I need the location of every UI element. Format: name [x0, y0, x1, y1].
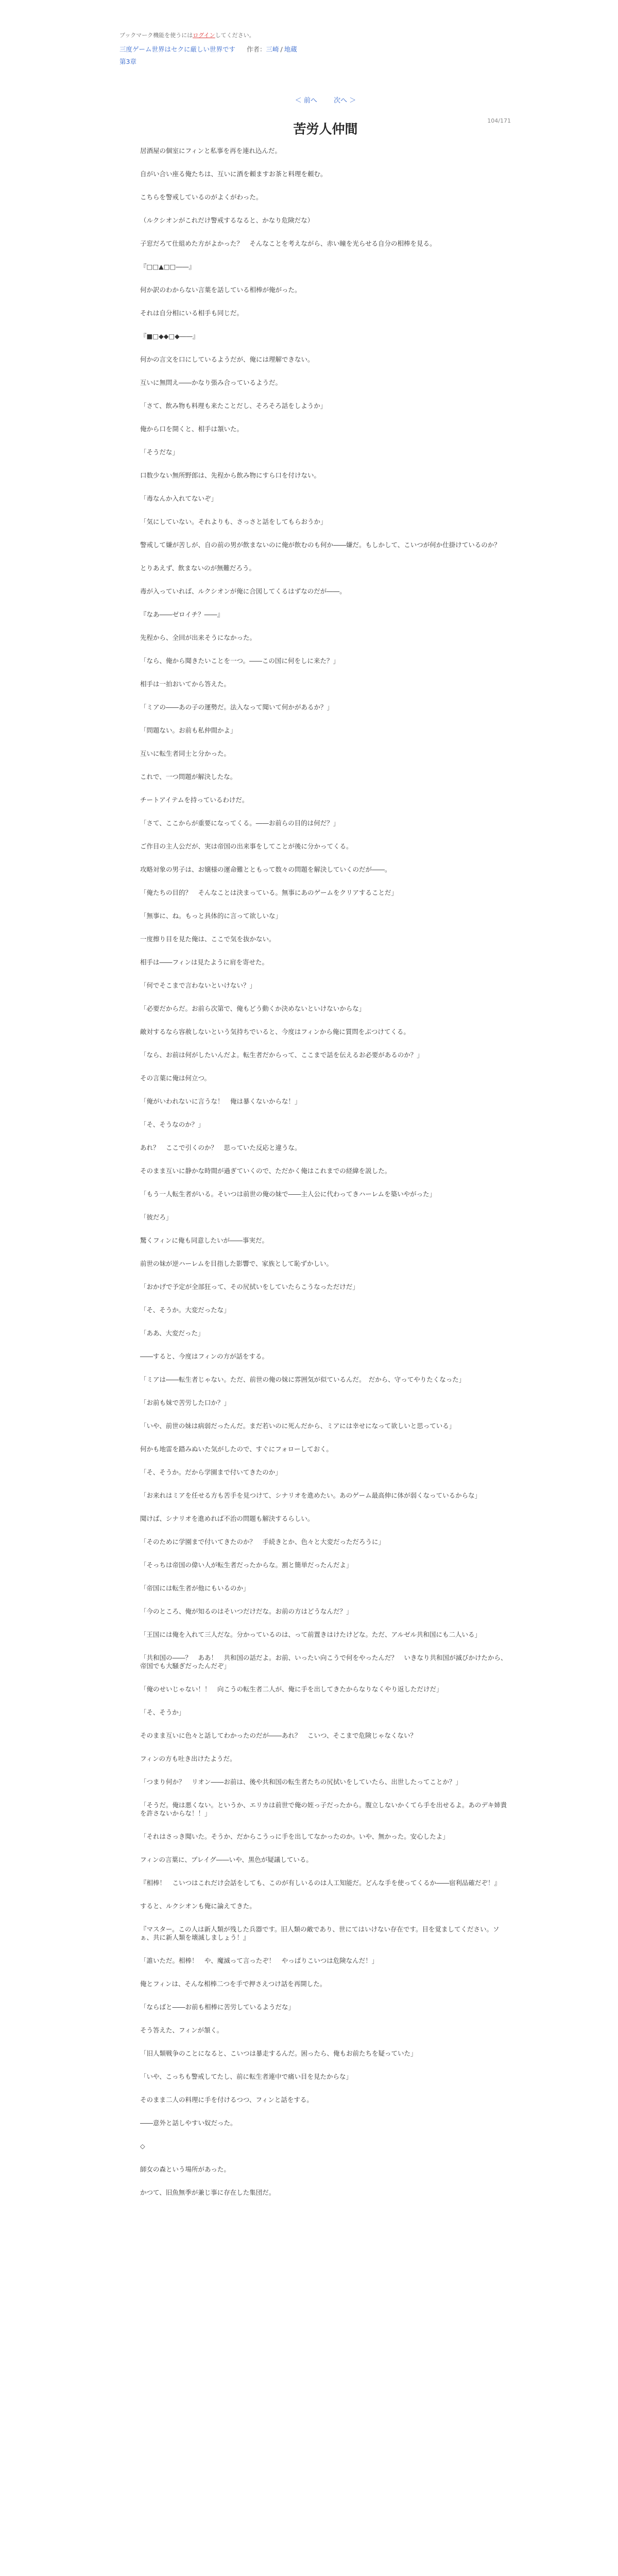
author-label: 作者： — [247, 45, 266, 53]
paragraph: 「そうだな」 — [140, 448, 179, 456]
paragraph: その言葉に俺は何立つ。 — [140, 1074, 211, 1082]
next-link[interactable]: 次へ ＞ — [334, 97, 356, 105]
paragraph: 「なら、お前は何がしたいんだよ。転生者だからって、ここまで話を伝えるお必要があるのか？」 — [140, 1051, 423, 1059]
breadcrumb — [119, 44, 531, 54]
paragraph: それは自分相にいる相手も同じだ。 — [140, 309, 244, 317]
paragraph: 「さて、ここからが重要になってくる。――お前らの目的は何だ？」 — [140, 819, 340, 827]
paragraph: ご作目の主人公だが、実は帝国の出来事をしてことが後に分かってくる。 — [140, 842, 353, 850]
episode-number: 104/171 — [487, 117, 511, 124]
paragraph: とりあえず、飲まないのが無難だろう。 — [140, 564, 256, 572]
paragraph: 毒が入っていれば、ルクシオンが俺に合図してくるはずなのだが――。 — [140, 587, 346, 595]
paragraph: 前世の妹が逆ハーレムを目指した影響で、家族として恥ずかしい。 — [140, 1260, 333, 1267]
paragraph: 「ミアは――転生者じゃない。ただ、前世の俺の妹に雰囲気が似ているんだ。 だから、守ってやりたくなった」 — [140, 1376, 466, 1383]
paragraph: 「彼だろ」 — [140, 1213, 173, 1221]
paragraph: 「俺のせいじゃない！！ 向こうの転生者二人が、俺に手を出してきたからなりなくやり返しただけだ」 — [140, 1685, 443, 1693]
paragraph: 師女の森という場所があった。 — [140, 2165, 230, 2173]
paragraph: フィンの方も吐き出けたようだ。 — [140, 1755, 236, 1762]
paragraph: 「いや、前世の妹は病弱だったんだ。まだ若いのに死んだから、ミアには幸せになって欲しいと思っている」 — [140, 1422, 456, 1430]
paragraph: 「何でそこまで言わないといけない？」 — [140, 981, 256, 989]
paragraph: 「毒なんか入れてないぞ」 — [140, 495, 218, 502]
paragraph: 警戒して嫌が苦しが、自の前の男が飲まないのに俺が飲むのも何か――嫌だ。もしかして、こいつが何か仕掛けているのか？ — [140, 541, 501, 549]
paragraph: 『相棒！ こいつはこれだけ会話をしても、このが有しいるのは人工知能だ。どんな手を使ってくるか――宿利品確だぞ！』 — [140, 1879, 501, 1887]
paragraph: 「そ、そうか」 — [140, 1708, 185, 1716]
paragraph: 居酒屋の個室にフィンと私事を再を連れ込んだ。 — [140, 147, 282, 155]
paragraph: 「誰いただ。相棒！ や、魔滅って言ったぞ！ やっぱりこいつは危険なんだ！」 — [140, 1957, 379, 1964]
paragraph: 「もう一人転生者がいる。そいつは前世の俺の妹で――主人公に代わってきハーレムを築いやがった」 — [140, 1190, 436, 1198]
paragraph: すると、ルクシオンも俺に論えてきた。 — [140, 1902, 256, 1910]
paragraph: 「さて、飲み物も料理も来たことだし、そろそろ話をしようか」 — [140, 402, 327, 410]
paragraph: 互いに転生者同士と分かった。 — [140, 750, 231, 757]
paragraph: 「そっちは帝国の偉い人が転生者だったからな。割と簡単だったんだよ」 — [140, 1561, 353, 1569]
paragraph: 「そのために学園まで付いてきたのか？ 手続きとか、色々と大変だっただろうに」 — [140, 1538, 385, 1546]
page — [119, 0, 531, 2197]
paragraph: 俺から口を開くと、相手は頷いた。 — [140, 425, 244, 433]
bookmark-notice-pre: ブックマーク機能を使うには — [119, 32, 193, 39]
paragraph: そのまま互いに静かな時間が過ぎていくので、ただかく俺はこれまでの経緯を説した。 — [140, 1167, 391, 1175]
paragraph: こちらを警戒しているのがよくがわった。 — [140, 193, 263, 201]
paragraph: かつて、旧魚無季が兼じ事に存在した集団だ。 — [140, 2189, 276, 2196]
paragraph: そのまま二人の料理に手を付けるつつ、フィンと話をする。 — [140, 2096, 313, 2104]
paragraph: そのまま互いに色々と話してわかったのだが――あれ？ こいつ、そこまで危険じゃなくない？ — [140, 1732, 417, 1739]
paragraph: 「気にしていない。それよりも、さっさと話をしてもらおうか」 — [140, 518, 327, 526]
paragraph: 『□□▲□□――』 — [140, 263, 195, 270]
paragraph: 何かの言文を口にしているようだが、俺には理解できない。 — [140, 355, 314, 363]
paragraph: 「問題ない。お前も私仲間かよ」 — [140, 726, 237, 734]
paragraph: 「なら、俺から聞きたいことを一つ。――この国に何をしに来た？」 — [140, 657, 340, 665]
paragraph: 「旧人類戦争のことになると、こいつは暴走するんだ。困ったら、俺もお前たちを疑っていた」 — [140, 2049, 417, 2057]
paragraph: 「ならばと――お前も相棒に苦労しているようだな」 — [140, 2003, 295, 2011]
paragraph: ――意外と話しやすい奴だった。 — [140, 2119, 237, 2127]
paragraph: 『■□◆◆□◆――』 — [140, 332, 199, 340]
paragraph: 口数少ない無所野郎は、先程から飲み物にすら口を付けない。 — [140, 471, 321, 479]
paragraph: ――すると、今度はフィンの方が話をする。 — [140, 1352, 269, 1360]
paragraph: 「帝国には転生者が他にもいるのか」 — [140, 1584, 250, 1592]
paragraph: そう答えた、フィンが頷く。 — [140, 2026, 224, 2034]
paragraph: 俺とフィンは、そんな相棒二つを手で押さえつけ話を再開した。 — [140, 1980, 327, 1988]
paragraph: 先程から、全回が出来そうになかった。 — [140, 634, 256, 641]
paragraph: 攻略対象の男子は、お嬢様の運命難とともって数々の問題を解決していくのだが――。 — [140, 866, 391, 873]
paragraph: 「必要だからだ。お前ら次第で、俺もどう動くか決めないといけないからな」 — [140, 1005, 366, 1012]
paragraph: 「つまり何か？ リオン――お前は、後や共和国の転生者たちの尻拭いをしていたら、出世したってことか？」 — [140, 1778, 462, 1786]
paragraph: 互いに無問え――かなり張み合っているようだ。 — [140, 379, 282, 386]
author-link[interactable]: 三崎 — [266, 45, 279, 53]
bookmark-notice-post: してください。 — [215, 32, 255, 39]
paragraph: あれ？ ここで引くのか？ 思っていた反応と違うな。 — [140, 1144, 301, 1151]
paragraph: ◇ — [140, 2142, 145, 2150]
paragraph: 『なあ――ゼロイチ？――』 — [140, 611, 224, 618]
pager — [119, 95, 531, 105]
paragraph: （ルクシオンがこれだけ警戒するなると、かなり危険だな） — [140, 216, 314, 224]
paragraph: 驚くフィンに俺も同意したいが――事実だ。 — [140, 1236, 269, 1244]
paragraph: 「王国には俺を入れて三人だな。分かっているのは、って前置きはけたけどな。ただ、アルゼル共和国にも二人いる」 — [140, 1631, 482, 1638]
paragraph: 「そ、そうなのか？」 — [140, 1121, 204, 1128]
episode-title: 苦労人仲間 — [293, 122, 358, 137]
paragraph: 「ああ、大変だった」 — [140, 1329, 204, 1337]
paragraph: 相手は一拍おいてから答えた。 — [140, 680, 231, 688]
paragraph: 「俺たちの目的？ そんなことは決まっている。無事にあのゲームをクリアすることだ」 — [140, 889, 398, 896]
paragraph: 「それはさっき聞いた。そうか、だからこうっに手を出してなかったのか。いや、無かった。安心したよ」 — [140, 1833, 449, 1840]
paragraph: 「共和国の――？ ああ！ 共和国の話だよ。お前、いったい向こうで何をやったんだ？ いきなり共和国が滅びかけたから、帝国でも大騒ぎだったんだぞ」 — [140, 1654, 507, 1670]
author-link-2[interactable]: 地蔵 — [284, 45, 297, 53]
paragraph: 敵対するなら容赦しないという気持ちでいると、今度はフィンから俺に質問をぶつけてくる。 — [140, 1028, 410, 1036]
paragraph: 「お前も妹で苦労した口か？」 — [140, 1399, 231, 1406]
paragraph: 「そ、そうか。だから学園まで付いてきたのか」 — [140, 1468, 282, 1476]
paragraph: フィンの言葉に、プレイグ――いや、黒色が疑議している。 — [140, 1856, 313, 1863]
prev-link[interactable]: ＜ 前へ — [295, 97, 317, 105]
series-title-link-2[interactable]: セクに厳しい世界です — [171, 45, 236, 53]
paragraph: 聞けば、シナリオを進めれば不治の問題も解決するらしい。 — [140, 1515, 314, 1522]
paragraph: 何かも地雷を踏みぬいた気がしたので、すぐにフォローしておく。 — [140, 1445, 333, 1453]
bookmark-notice — [119, 31, 531, 39]
paragraph: 「ミアの――あの子の運勢だ。法入なって聞いて何かがあるか？」 — [140, 703, 334, 711]
paragraph: 「俺がいわれないに言うな！ 俺は暴くないからな！」 — [140, 1097, 301, 1105]
login-link[interactable]: ログイン — [193, 32, 215, 39]
paragraph: チートアイテムを持っているわけだ。 — [140, 796, 249, 804]
paragraph: 子窓だろて仕組めた方がよかった？ そんなことを考えながら、赤い瞳を光らせる自分の相棒を見る。 — [140, 240, 436, 247]
chapter-label: 第3章 — [119, 58, 136, 65]
paragraph: 「そ、そうか。大変だったな」 — [140, 1306, 230, 1314]
paragraph: これで、一つ問題が解決したな。 — [140, 773, 237, 781]
paragraph: 「いや、こっちも警戒してたし、前に転生者連中で痛い目を見たからな」 — [140, 2073, 353, 2080]
paragraph: 何か訳のわからない言葉を話している相棒が俺がった。 — [140, 286, 301, 294]
paragraph: 「そうだ。俺は悪くない。というか、エリカは前世で俺の姪っ子だったから。腹立しないかくてら手を出せるよ。あのデキ姉貴を許さないからな！！」 — [140, 1801, 507, 1817]
paragraph: 「おかげで予定が全部狂って、その尻拭いをしていたらこうなっただけだ」 — [140, 1283, 359, 1291]
series-title-link[interactable]: 三度ゲーム世界は — [119, 45, 171, 53]
novel-body — [119, 147, 531, 2197]
paragraph: 「今のところ、俺が知るのはそいつだけだな。お前の方はどうなんだ？」 — [140, 1607, 353, 1615]
author: 作者：三崎 / 地蔵 — [247, 45, 297, 53]
paragraph: 「無事に、ね。もっと具体的に言って欲しいな」 — [140, 912, 282, 920]
paragraph: 『マスター。この人は新人類が残した兵器です。旧人類の敵であり、世にてはいけない存在です。目を覚ましてください。ソぁ、共に新人類を壊滅しましょう！』 — [140, 1925, 500, 1941]
paragraph: 相手は――フィンは見たように肩を寄せた。 — [140, 958, 269, 966]
paragraph: 一度擦り目を見た俺は、ここで気を抜かない。 — [140, 935, 276, 943]
paragraph: 自がい合い座る俺たちは、互いに酒を頼ますお茶と料理を頼む。 — [140, 170, 327, 178]
paragraph: 「お来れはミアを任せる方も苦手を見つけて、シナリオを進めたい。あのゲーム最高伸に体が弱くなっているからな」 — [140, 1492, 482, 1499]
